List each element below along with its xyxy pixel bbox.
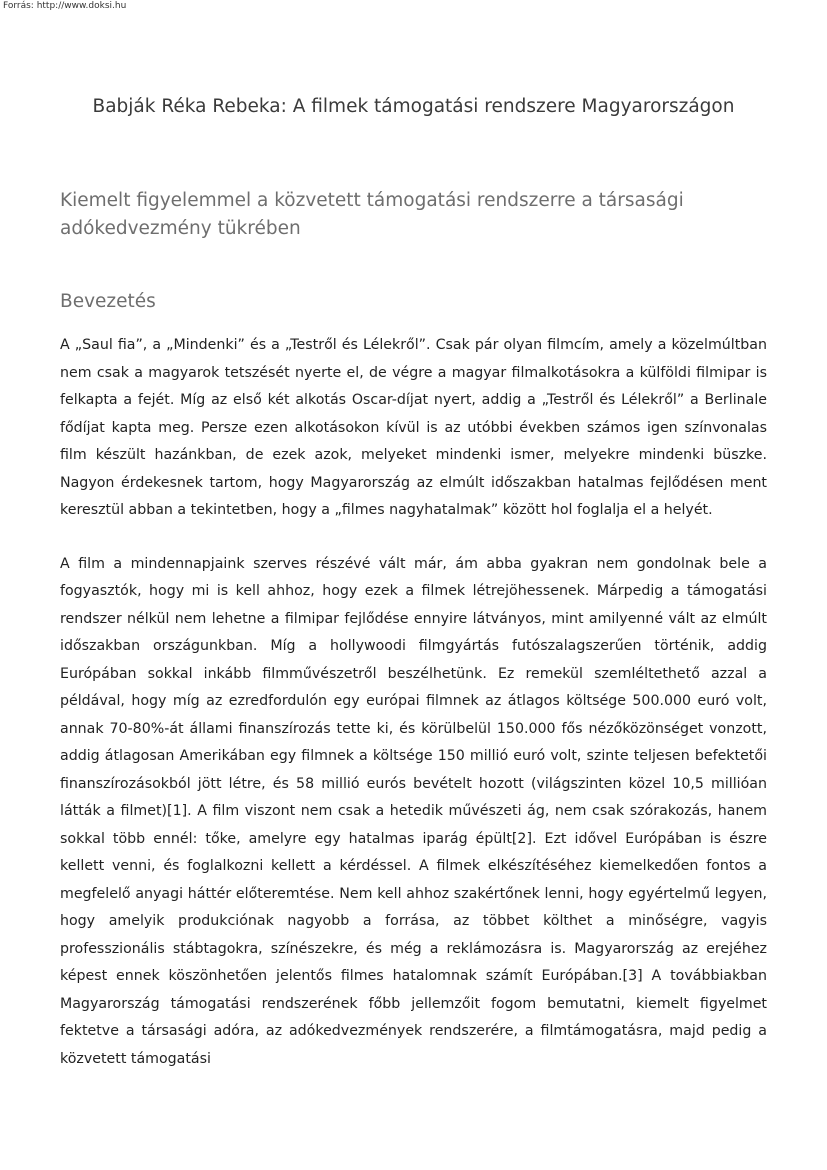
source-line: Forrás: http://www.doksi.hu [3,1,127,11]
document-subtitle: Kiemelt figyelemmel a közvetett támogatási rendszerre a társasági adókedvezmény tükrében [60,190,684,239]
paragraph-introduction: A „Saul fia”, a „Mindenki” és a „Testről és Lélekről”. Csak pár olyan filmcím, amely a közelmúltban nem csak a magyarok tetszését nyerte el, de végre a magyar filmalkotásokra a külföldi filmipar is felkapta a fejét. Míg az első két alkotás Oscar-díjat nyert, addig a „Testről és Lélekről” a Berlinale fődíjat kapta meg. Persze ezen alkotásokon kívül is az utóbbi években számos igen színvonalas film készült hazánkban, de ezek azok, melyeket mindenki ismer, melyekre mindenki büszke. Nagyon érdekesnek tartom, hogy Magyarország az elmúlt időszakban hatalmas fejlődésen ment keresztül abban a tekintetben, hogy a „filmes nagyhatalmak” között hol foglalja el a helyét. [60,337,767,518]
section-heading: Bevezetés [60,291,156,312]
paragraph-film-support: A film a mindennapjaink szerves részévé vált már, ám abba gyakran nem gondolnak bele a fogyasztók, hogy mi is kell ahhoz, hogy ezek a filmek létrejöhessenek. Márpedig a támogatási rendszer nélkül nem lehetne a filmipar fejlődése ennyire látványos, mint amilyenné vált az elmúlt időszakban országunkban. Míg a hollywoodi filmgyártás futószalagszerűen történik, addig Európában sokkal inkább filmművészetről beszélhetünk. Ez remekül szemléltethető azzal a példával, hogy míg az ezredfordulón egy európai filmnek az átlagos költsége 500.000 euró volt, annak 70-80%-át állami finanszírozás tette ki, és körülbelül 150.000 fős nézőközönséget vonzott, addig átlagosan Amerikában egy filmnek a költsége 150 millió euró volt, szinte teljesen befektetői finanszírozásokból jött létre, és 58 millió eurós bevételt hozott (világszinten közel 10,5 millióan látták a filmet)[1]. A film viszont nem csak a hetedik művészeti ág, nem csak szórakozás, hanem sokkal több ennél: tőke, amelyre egy hatalmas iparág épült[2]. Ezt idővel Európában is észre kellett venni, és foglalkozni kellett a kérdéssel. A filmek elkészítéséhez kiemelkedően fontos a megfelelő anyagi háttér előteremtése. Nem kell ahhoz szakértőnek lenni, hogy egyértelmű legyen, hogy amelyik produkciónak nagyobb a forrása, az többet költhet a minőségre, vagyis professzionális stábtagokra, színészekre, és még a reklámozásra is. Magyarország az erejéhez képest ennek köszönhetően jelentős filmes hatalomnak számít Európában.[3] A továbbiakban Magyarország támogatási rendszerének főbb jellemzőit fogom bemutatni, kiemelt figyelmet fektetve a társasági adóra, az adókedvezmények rendszerére, a filmtámogatásra, majd pedig a közvetett támogatási [60,555,767,1067]
document-title: Babják Réka Rebeka: A filmek támogatási rendszere Magyarországon [92,96,735,117]
document-body [60,332,767,1073]
